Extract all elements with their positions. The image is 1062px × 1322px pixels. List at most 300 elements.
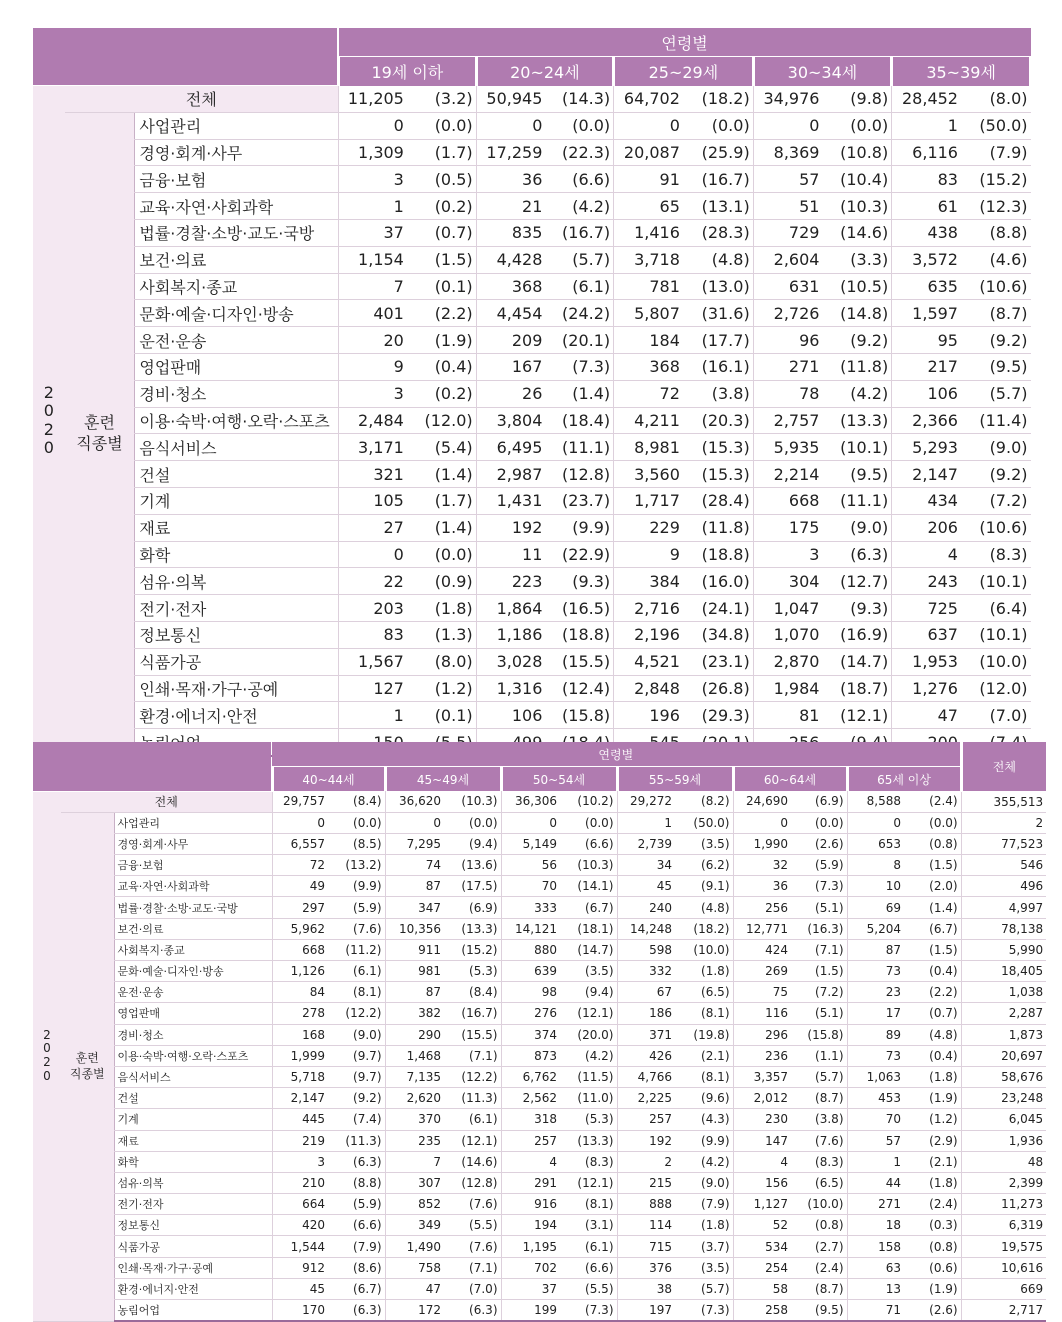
count-cell: 0	[501, 812, 560, 833]
category-label: 재료	[114, 1130, 272, 1151]
count-cell: 2,726	[753, 300, 822, 327]
pct-cell: (9.9)	[328, 876, 385, 897]
table-row	[33, 112, 1031, 139]
pct-cell: (11.3)	[444, 1088, 501, 1109]
count-cell: 156	[733, 1172, 791, 1193]
count-cell: 258	[733, 1300, 791, 1322]
count-cell: 194	[501, 1215, 560, 1236]
pct-cell: (3.8)	[791, 1109, 847, 1130]
pct-cell: (5.1)	[791, 897, 847, 918]
category-label: 문화·예술·디자인·방송	[135, 300, 339, 327]
pct-cell: (22.3)	[545, 139, 613, 166]
count-cell: 3	[753, 541, 822, 568]
table-row	[33, 897, 1046, 918]
table-row	[33, 876, 1046, 897]
count-cell: 0	[614, 112, 683, 139]
pct-cell: (0.2)	[407, 193, 476, 220]
pct-cell: (10.0)	[961, 648, 1031, 675]
pct-cell: (15.2)	[961, 166, 1031, 193]
count-cell: 702	[501, 1257, 560, 1278]
pct-cell: (1.8)	[675, 961, 733, 982]
category-label: 환경·에너지·안전	[114, 1278, 272, 1299]
pct-cell: (11.2)	[328, 939, 385, 960]
count-cell: 70	[501, 876, 560, 897]
count-cell: 916	[501, 1194, 560, 1215]
count-cell: 2,366	[892, 407, 961, 434]
pct-cell: (8.1)	[560, 1194, 617, 1215]
pct-cell: (0.1)	[407, 273, 476, 300]
count-cell: 7,295	[385, 833, 444, 854]
pct-cell: (7.2)	[791, 982, 847, 1003]
pct-cell: (0.5)	[407, 166, 476, 193]
row-total: 1,038	[961, 982, 1046, 1003]
pct-cell: (2.9)	[904, 1130, 961, 1151]
pct-cell: (16.1)	[683, 353, 753, 380]
age-header: 45~49세	[385, 767, 501, 792]
pct-cell: (28.3)	[683, 219, 753, 246]
pct-cell: (11.8)	[683, 514, 753, 541]
count-cell: 52	[733, 1215, 791, 1236]
pct-cell: (12.8)	[545, 461, 613, 488]
count-cell: 426	[617, 1045, 675, 1066]
count-cell: 664	[272, 1194, 328, 1215]
pct-cell: (1.4)	[407, 461, 476, 488]
count-cell: 197	[617, 1300, 675, 1322]
year-label: 2 0 2 0	[33, 86, 65, 756]
pct-cell: (10.3)	[822, 193, 891, 220]
category-label: 재료	[135, 514, 339, 541]
category-label: 기계	[135, 487, 339, 514]
count-cell: 2,562	[501, 1088, 560, 1109]
age-header: 50~54세	[501, 767, 617, 792]
pct-cell: (5.9)	[328, 1194, 385, 1215]
count-cell: 278	[272, 1003, 328, 1024]
header-corner	[33, 742, 272, 791]
pct-cell: (15.3)	[683, 461, 753, 488]
count-cell: 87	[385, 982, 444, 1003]
count-cell: 4,211	[614, 407, 683, 434]
row-total: 669	[961, 1278, 1046, 1299]
group-label: 훈련 직종별	[61, 812, 114, 1321]
pct-cell: (9.2)	[822, 327, 891, 354]
group-label: 훈련 직종별	[65, 112, 135, 756]
pct-cell: (4.8)	[675, 897, 733, 918]
count-cell: 209	[476, 327, 545, 354]
pct-cell: (10.5)	[822, 273, 891, 300]
pct-cell: (6.9)	[444, 897, 501, 918]
category-label: 화학	[114, 1151, 272, 1172]
count-cell: 217	[892, 353, 961, 380]
count-cell: 0	[339, 541, 407, 568]
count-cell: 14,248	[617, 918, 675, 939]
table-row	[33, 648, 1031, 675]
pct-cell: (7.2)	[961, 487, 1031, 514]
row-total: 78,138	[961, 918, 1046, 939]
pct-cell: (0.0)	[791, 812, 847, 833]
pct-cell: (10.8)	[822, 139, 891, 166]
table-row	[33, 434, 1031, 461]
count-cell: 1,309	[339, 139, 407, 166]
pct-cell: (0.0)	[683, 112, 753, 139]
total-count: 34,976	[753, 86, 822, 113]
count-cell: 9	[339, 353, 407, 380]
count-cell: 12,771	[733, 918, 791, 939]
pct-cell: (5.4)	[407, 434, 476, 461]
count-cell: 2,870	[753, 648, 822, 675]
count-cell: 534	[733, 1236, 791, 1257]
count-cell: 83	[892, 166, 961, 193]
table-row	[33, 380, 1031, 407]
pct-cell: (2.7)	[791, 1236, 847, 1257]
count-cell: 321	[339, 461, 407, 488]
pct-cell: (20.0)	[560, 1024, 617, 1045]
count-cell: 2,147	[892, 461, 961, 488]
pct-cell: (50.0)	[961, 112, 1031, 139]
count-cell: 911	[385, 939, 444, 960]
pct-cell: (7.3)	[791, 876, 847, 897]
count-cell: 835	[476, 219, 545, 246]
bottom-table-body	[33, 742, 1046, 1321]
pct-cell: (15.5)	[545, 648, 613, 675]
total-count: 29,272	[617, 791, 675, 812]
count-cell: 424	[733, 939, 791, 960]
header-row-group	[33, 742, 1046, 767]
count-cell: 27	[339, 514, 407, 541]
count-cell: 196	[614, 702, 683, 729]
category-label: 교육·자연·사회과학	[135, 193, 339, 220]
count-cell: 8,369	[753, 139, 822, 166]
pct-cell: (3.3)	[822, 246, 891, 273]
pct-cell: (7.0)	[961, 702, 1031, 729]
count-cell: 3,560	[614, 461, 683, 488]
pct-cell: (14.6)	[444, 1151, 501, 1172]
count-cell: 5,935	[753, 434, 822, 461]
count-cell: 912	[272, 1257, 328, 1278]
count-cell: 1,597	[892, 300, 961, 327]
table-row	[33, 982, 1046, 1003]
pct-cell: (7.6)	[444, 1194, 501, 1215]
pct-cell: (7.1)	[444, 1257, 501, 1278]
pct-cell: (14.1)	[560, 876, 617, 897]
count-cell: 1,431	[476, 487, 545, 514]
count-cell: 1,490	[385, 1236, 444, 1257]
total-count: 28,452	[892, 86, 961, 113]
count-cell: 81	[753, 702, 822, 729]
count-cell: 9	[614, 541, 683, 568]
row-total: 48	[961, 1151, 1046, 1172]
pct-cell: (34.8)	[683, 621, 753, 648]
count-cell: 4,521	[614, 648, 683, 675]
pct-cell: (8.3)	[961, 541, 1031, 568]
pct-cell: (23.7)	[545, 487, 613, 514]
count-cell: 1,984	[753, 675, 822, 702]
category-label: 사업관리	[135, 112, 339, 139]
count-cell: 888	[617, 1194, 675, 1215]
age-group-header: 연령별	[272, 742, 961, 767]
table-row	[33, 812, 1046, 833]
pct-cell: (0.0)	[328, 812, 385, 833]
count-cell: 215	[617, 1172, 675, 1193]
total-pct: (3.2)	[407, 86, 476, 113]
pct-cell: (18.1)	[560, 918, 617, 939]
pct-cell: (1.2)	[407, 675, 476, 702]
table-row	[33, 1130, 1046, 1151]
pct-cell: (3.8)	[683, 380, 753, 407]
count-cell: 37	[501, 1278, 560, 1299]
count-cell: 0	[339, 112, 407, 139]
pct-cell: (1.9)	[407, 327, 476, 354]
count-cell: 105	[339, 487, 407, 514]
grand-total: 355,513	[961, 791, 1046, 812]
row-total: 2,399	[961, 1172, 1046, 1193]
count-cell: 72	[272, 855, 328, 876]
pct-cell: (9.0)	[675, 1172, 733, 1193]
pct-cell: (1.7)	[407, 487, 476, 514]
table-row	[33, 1109, 1046, 1130]
pct-cell: (4.8)	[683, 246, 753, 273]
pct-cell: (10.1)	[961, 568, 1031, 595]
pct-cell: (9.1)	[675, 876, 733, 897]
category-label: 사회복지·종교	[114, 939, 272, 960]
count-cell: 47	[892, 702, 961, 729]
count-cell: 1,047	[753, 595, 822, 622]
count-cell: 2	[617, 1151, 675, 1172]
count-cell: 36	[476, 166, 545, 193]
pct-cell: (8.1)	[675, 1003, 733, 1024]
table-row	[33, 833, 1046, 854]
count-cell: 2,012	[733, 1088, 791, 1109]
pct-cell: (23.1)	[683, 648, 753, 675]
count-cell: 981	[385, 961, 444, 982]
count-cell: 6,495	[476, 434, 545, 461]
pct-cell: (12.8)	[444, 1172, 501, 1193]
total-pct: (2.4)	[904, 791, 961, 812]
age-header: 40~44세	[272, 767, 385, 792]
count-cell: 38	[617, 1278, 675, 1299]
table-row	[33, 1151, 1046, 1172]
pct-cell: (1.5)	[904, 939, 961, 960]
age-header: 35~39세	[892, 57, 1031, 86]
pct-cell: (4.6)	[961, 246, 1031, 273]
pct-cell: (4.2)	[822, 380, 891, 407]
pct-cell: (12.0)	[407, 407, 476, 434]
age-header: 55~59세	[617, 767, 733, 792]
count-cell: 0	[476, 112, 545, 139]
count-cell: 438	[892, 219, 961, 246]
table-row	[33, 487, 1031, 514]
count-cell: 637	[892, 621, 961, 648]
pct-cell: (7.3)	[675, 1300, 733, 1322]
count-cell: 1,276	[892, 675, 961, 702]
table-row	[33, 1236, 1046, 1257]
total-count: 29,757	[272, 791, 328, 812]
pct-cell: (0.0)	[444, 812, 501, 833]
category-label: 보건·의료	[114, 918, 272, 939]
pct-cell: (1.2)	[904, 1109, 961, 1130]
table-row	[33, 595, 1031, 622]
pct-cell: (29.3)	[683, 702, 753, 729]
table-row	[33, 407, 1031, 434]
table-row	[33, 961, 1046, 982]
count-cell: 65	[614, 193, 683, 220]
count-cell: 3,028	[476, 648, 545, 675]
row-total: 6,045	[961, 1109, 1046, 1130]
count-cell: 17,259	[476, 139, 545, 166]
count-cell: 1,468	[385, 1045, 444, 1066]
category-label: 금융·보험	[114, 855, 272, 876]
pct-cell: (6.5)	[791, 1172, 847, 1193]
row-total: 6,319	[961, 1215, 1046, 1236]
category-label: 식품가공	[135, 648, 339, 675]
pct-cell: (0.0)	[904, 812, 961, 833]
category-label: 건설	[135, 461, 339, 488]
count-cell: 0	[753, 112, 822, 139]
pct-cell: (0.6)	[904, 1257, 961, 1278]
count-cell: 83	[339, 621, 407, 648]
pct-cell: (20.1)	[545, 327, 613, 354]
pct-cell: (16.0)	[683, 568, 753, 595]
count-cell: 715	[617, 1236, 675, 1257]
count-cell: 7,135	[385, 1066, 444, 1087]
pct-cell: (0.8)	[904, 833, 961, 854]
pct-cell: (1.1)	[791, 1045, 847, 1066]
pct-cell: (16.7)	[683, 166, 753, 193]
count-cell: 3,171	[339, 434, 407, 461]
pct-cell: (1.8)	[904, 1172, 961, 1193]
category-label: 교육·자연·사회과학	[114, 876, 272, 897]
count-cell: 4,428	[476, 246, 545, 273]
count-cell: 87	[385, 876, 444, 897]
pct-cell: (26.8)	[683, 675, 753, 702]
pct-cell: (6.3)	[328, 1300, 385, 1322]
table-row	[33, 1215, 1046, 1236]
pct-cell: (7.1)	[791, 939, 847, 960]
category-label: 사회복지·종교	[135, 273, 339, 300]
count-cell: 5,149	[501, 833, 560, 854]
table-row	[33, 675, 1031, 702]
pct-cell: (11.1)	[545, 434, 613, 461]
pct-cell: (6.6)	[560, 1257, 617, 1278]
count-cell: 368	[614, 353, 683, 380]
total-column-header: 전체	[961, 742, 1046, 791]
count-cell: 2,484	[339, 407, 407, 434]
count-cell: 36	[733, 876, 791, 897]
count-cell: 34	[617, 855, 675, 876]
count-cell: 598	[617, 939, 675, 960]
pct-cell: (13.3)	[560, 1130, 617, 1151]
count-cell: 5,962	[272, 918, 328, 939]
count-cell: 57	[847, 1130, 904, 1151]
category-label: 운전·운송	[135, 327, 339, 354]
pct-cell: (9.2)	[961, 461, 1031, 488]
count-cell: 96	[753, 327, 822, 354]
pct-cell: (6.5)	[675, 982, 733, 1003]
pct-cell: (1.4)	[407, 514, 476, 541]
count-cell: 10,356	[385, 918, 444, 939]
pct-cell: (1.8)	[675, 1215, 733, 1236]
pct-cell: (18.8)	[683, 541, 753, 568]
pct-cell: (1.9)	[904, 1088, 961, 1109]
pct-cell: (2.4)	[904, 1194, 961, 1215]
category-label: 섬유·의복	[135, 568, 339, 595]
count-cell: 206	[892, 514, 961, 541]
count-cell: 1	[339, 193, 407, 220]
pct-cell: (10.3)	[560, 855, 617, 876]
category-label: 보건·의료	[135, 246, 339, 273]
count-cell: 168	[272, 1024, 328, 1045]
pct-cell: (24.1)	[683, 595, 753, 622]
count-cell: 63	[847, 1257, 904, 1278]
count-cell: 14,121	[501, 918, 560, 939]
count-cell: 192	[476, 514, 545, 541]
pct-cell: (8.0)	[407, 648, 476, 675]
count-cell: 3,804	[476, 407, 545, 434]
total-count: 8,588	[847, 791, 904, 812]
pct-cell: (2.1)	[675, 1045, 733, 1066]
pct-cell: (9.3)	[545, 568, 613, 595]
pct-cell: (5.7)	[791, 1066, 847, 1087]
count-cell: 639	[501, 961, 560, 982]
count-cell: 1,990	[733, 833, 791, 854]
count-cell: 1,070	[753, 621, 822, 648]
header-row-group	[33, 28, 1031, 57]
age-header: 20~24세	[476, 57, 614, 86]
pct-cell: (0.0)	[822, 112, 891, 139]
pct-cell: (18.8)	[545, 621, 613, 648]
count-cell: 223	[476, 568, 545, 595]
count-cell: 1,316	[476, 675, 545, 702]
total-pct: (6.9)	[791, 791, 847, 812]
count-cell: 26	[476, 380, 545, 407]
pct-cell: (9.7)	[328, 1066, 385, 1087]
count-cell: 0	[733, 812, 791, 833]
count-cell: 291	[501, 1172, 560, 1193]
count-cell: 69	[847, 897, 904, 918]
pct-cell: (9.5)	[791, 1300, 847, 1322]
count-cell: 186	[617, 1003, 675, 1024]
table-row	[33, 1024, 1046, 1045]
count-cell: 106	[476, 702, 545, 729]
pct-cell: (16.3)	[791, 918, 847, 939]
count-cell: 2,196	[614, 621, 683, 648]
total-count: 50,945	[476, 86, 545, 113]
total-count: 11,205	[339, 86, 407, 113]
pct-cell: (1.9)	[904, 1278, 961, 1299]
count-cell: 257	[501, 1130, 560, 1151]
pct-cell: (7.9)	[961, 139, 1031, 166]
table-row	[33, 621, 1031, 648]
count-cell: 8,981	[614, 434, 683, 461]
count-cell: 58	[733, 1278, 791, 1299]
pct-cell: (9.6)	[675, 1088, 733, 1109]
count-cell: 725	[892, 595, 961, 622]
pct-cell: (5.7)	[545, 246, 613, 273]
pct-cell: (9.5)	[822, 461, 891, 488]
table-row	[33, 1172, 1046, 1193]
pct-cell: (31.6)	[683, 300, 753, 327]
header-corner	[33, 28, 339, 86]
count-cell: 74	[385, 855, 444, 876]
pct-cell: (6.1)	[328, 961, 385, 982]
pct-cell: (2.0)	[904, 876, 961, 897]
table-row	[33, 1088, 1046, 1109]
pct-cell: (6.6)	[328, 1215, 385, 1236]
pct-cell: (50.0)	[675, 812, 733, 833]
table-2020-age-ages-under-40	[33, 28, 1032, 757]
count-cell: 5,204	[847, 918, 904, 939]
count-cell: 1	[617, 812, 675, 833]
row-total: 496	[961, 876, 1046, 897]
